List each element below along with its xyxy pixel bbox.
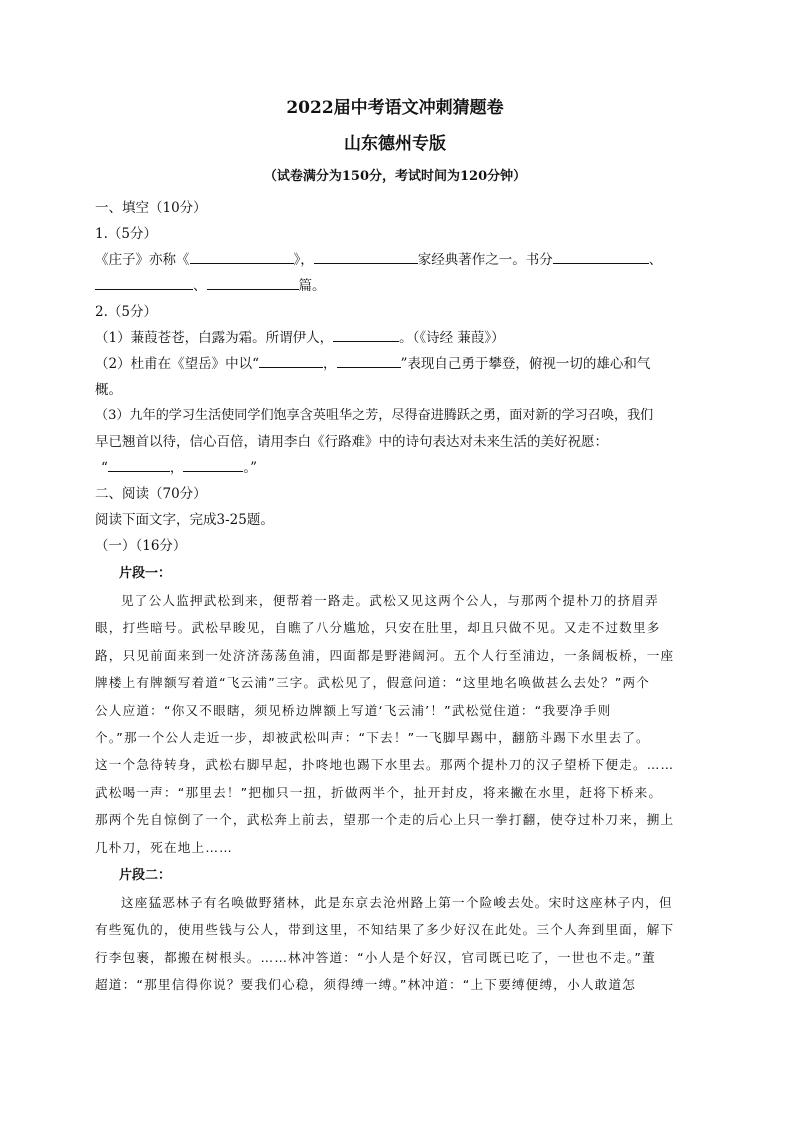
q2-number: 2.（5分）	[95, 304, 157, 320]
q2-item3-line2: 早已翘首以待，信心百倍，请用李白《行路难》中的诗句表达对未来生活的美好祝愿：	[95, 434, 608, 450]
q2-text-b2: ，	[323, 356, 337, 372]
text-line: 见了公人监押武松到来，便帮着一路走。武松又见这两个公人，与那两个提朴刀的挤眉弄	[121, 593, 659, 608]
exam-title: 2022届中考语文冲刺猜题卷	[286, 98, 504, 118]
q1-text-1: 《庄子》亦称《	[95, 252, 190, 268]
fragment2-title: 片段二：	[119, 868, 172, 884]
q1-text-6: 篇。	[298, 278, 326, 294]
q2-item1	[95, 325, 695, 351]
q1-text-4: 、	[648, 252, 663, 268]
q2-text-c4: ，	[169, 460, 184, 476]
text-line: 牌楼上有牌额写着道“飞云浦”三字。武松见了，假意问道：“这里地名唤做甚么去处？”两个	[95, 675, 651, 691]
answer-blank[interactable]	[314, 249, 418, 264]
fragment2-text	[95, 889, 695, 999]
text-line: 超道：“那里信得你说？要我们心稳，须得缚一缚。”林冲道：“上下要缚便缚，小人敢道怎	[95, 977, 637, 993]
section2-instruction: 阅读下面文字，完成3-25题。	[95, 512, 274, 528]
q1-line1	[95, 247, 695, 273]
q2-text-a1: （1）蒹葭苍苍，白露为霜。所谓伊人，	[95, 330, 334, 346]
text-line: 路，只见前面来到一处济济荡荡鱼浦，四面都是野港阔河。五个人行至浦边，一条阔板桥，一座	[95, 647, 675, 663]
answer-blank[interactable]	[333, 327, 399, 342]
text-line: 武松喝一声：“那里去！”把枷只一扭，折做两半个，扯开封皮，将来撇在水里，赶将下桥来。	[95, 784, 663, 800]
section2-part: （一）（16分）	[95, 538, 187, 554]
exam-subtitle: 山东德州专版	[344, 134, 446, 154]
q2-item2-cont: 概。	[95, 382, 122, 398]
q2-text-b1: （2）杜甫在《望岳》中以“	[95, 356, 259, 372]
fragment1-text	[95, 587, 695, 861]
text-line: 几朴刀，死在地上……	[95, 839, 233, 855]
answer-blank[interactable]	[207, 275, 299, 290]
answer-blank[interactable]	[108, 457, 170, 472]
answer-blank[interactable]	[190, 249, 294, 264]
q2-text-c3: “	[101, 460, 108, 476]
q1-text-3: 家经典著作之一。书分	[417, 252, 553, 268]
q2-item3-line3	[95, 455, 695, 481]
q2-item2	[95, 351, 695, 377]
section2-heading: 二、阅读（70分）	[95, 486, 207, 502]
text-line: 眼，打些暗号。武松早睃见，自瞧了八分尴尬，只安在肚里，却且只做不见。又走不过数里多	[95, 620, 661, 636]
q1-line2	[95, 273, 695, 299]
text-line: 有些冤仇的，使用些钱与公人，带到这里，不知结果了多少好汉在此处。三个人奔到里面，解下	[95, 922, 675, 938]
answer-blank[interactable]	[95, 275, 193, 290]
text-line: 这座猛恶林子有名唤做野猪林，此是东京去沧州路上第一个险峻去处。宋时这座林子内，但	[121, 895, 673, 911]
section1-heading: 一、填空（10分）	[95, 200, 207, 216]
text-line: 公人应道：“你又不眼瞎，须见桥边牌额上写道‘飞云浦’！”武松觉住道：“我要净手则	[95, 702, 612, 718]
q1-number: 1.（5分）	[95, 226, 157, 242]
text-line: 那两个先自惊倒了一个，武松奔上前去，望那一个走的后心上只一拳打翻，使夺过朴刀来，搠上	[95, 812, 675, 828]
q2-text-c5: 。”	[243, 460, 258, 476]
answer-blank[interactable]	[259, 353, 323, 368]
q1-text-2: 》，	[293, 252, 314, 268]
text-line: 个。”那一个公人走近一步，却被武松叫声：“下去！”一飞脚早踢中，翻筋斗踢下水里去了。	[95, 730, 650, 746]
answer-blank[interactable]	[183, 457, 243, 472]
fragment1-title: 片段一：	[119, 566, 172, 581]
q2-text-b3: ”表现自己勇于攀登，俯视一切的雄心和气	[400, 356, 651, 372]
q2-text-a2: 。（《诗经 蒹葭》）	[399, 330, 505, 346]
exam-note: （试卷满分为150分，考试时间为120分钟）	[263, 169, 527, 184]
text-line: 这一个急待转身，武松右脚早起，扑咚地也踢下水里去。那两个提朴刀的汉子望桥下便走。……	[95, 757, 675, 773]
q1-text-5: 、	[193, 278, 207, 294]
q2-item3-line1: （3）九年的学习生活使同学们饱享含英咀华之芳，尽得奋进腾跃之勇，面对新的学习召唤，我们	[95, 408, 654, 423]
answer-blank[interactable]	[553, 249, 649, 264]
answer-blank[interactable]	[337, 353, 401, 368]
exam-page	[95, 96, 695, 999]
text-line: 行李包裹，都搬在树根头。……林冲答道：“小人是个好汉，官司既已吃了，一世也不走。”董	[95, 949, 656, 965]
